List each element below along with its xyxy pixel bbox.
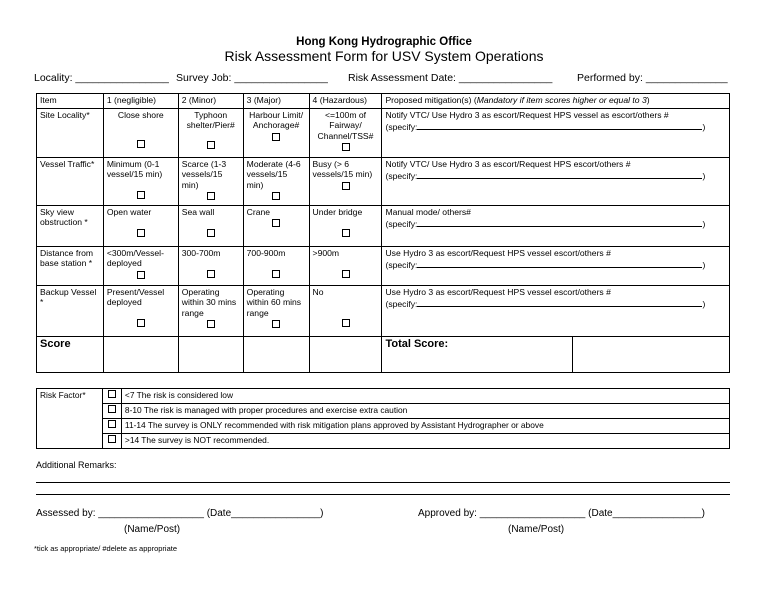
footnote: *tick as appropriate/ #delete as appropriate [34,544,178,553]
sky-view-option-3 [243,206,309,247]
survey-job-field[interactable]: Survey Job: ________________ [176,72,328,84]
checkbox-icon[interactable] [108,405,116,413]
vessel-traffic-option-2 [178,158,243,206]
site-locality-option-4 [309,109,382,158]
header-major: 3 (Major) [243,94,309,109]
option-text: <300m/Vessel-deployed [106,248,164,269]
checkbox-icon[interactable] [207,192,215,200]
option-text: Busy (> 6 vessels/15 min) [312,159,373,180]
option-text: Present/Vessel deployed [106,287,165,308]
risk-level-managed: 8-10 The risk is managed with proper procedures and exercise extra caution [121,404,729,419]
checkbox-icon[interactable] [137,271,145,279]
backup-vessel-option-3 [243,286,309,337]
score-label: Score [37,337,104,373]
table-header-row [37,94,730,109]
risk-assessment-table [36,93,730,373]
header-mitigation-close: ) [646,95,650,105]
assessed-name-post: (Name/Post) [124,524,181,535]
checkbox-icon[interactable] [137,229,145,237]
specify-label: (specify: [385,122,418,133]
vessel-traffic-mitigation[interactable] [382,158,730,206]
form-title: Risk Assessment Form for USV System Operations [224,48,544,64]
additional-remarks-label: Additional Remarks: [36,460,117,470]
risk-approval-checkbox-cell[interactable] [102,419,121,434]
checkbox-icon[interactable] [272,192,280,200]
locality-field[interactable]: Locality: ________________ [34,72,169,84]
score-cell-1[interactable] [103,337,178,373]
header-hazardous: 4 (Hazardous) [309,94,382,109]
header-mitigation [382,94,730,109]
checkbox-icon[interactable] [108,435,116,443]
risk-factor-table [36,388,730,449]
option-text: Sea wall [181,207,215,217]
row-item-label: Distance from base station * [37,247,104,286]
option-text: Moderate (4-6 vessels/15 min) [246,159,301,190]
table-row [37,286,730,337]
specify-label: (specify: [385,171,418,182]
checkbox-icon[interactable] [342,229,350,237]
option-text: 300-700m [181,248,221,258]
distance-option-3 [243,247,309,286]
option-text: Harbour Limit/ Anchorage# [249,110,304,131]
checkbox-icon[interactable] [272,270,280,278]
risk-row [37,389,730,404]
header-item: Item [37,94,104,109]
option-text: Typhoon shelter/Pier# [186,110,235,131]
risk-row [37,404,730,419]
vessel-traffic-option-3 [243,158,309,206]
option-text: 700-900m [246,248,286,258]
row-item-label: Site Locality* [37,109,104,158]
sky-view-mitigation[interactable] [382,206,730,247]
header-mitigation-note: Mandatory if item scores higher or equal to 3 [476,95,647,105]
specify-close: ) [702,122,706,133]
vessel-traffic-option-1 [103,158,178,206]
option-text: Close shore [117,110,164,120]
risk-row [37,434,730,449]
risk-level-approval: 11-14 The survey is ONLY recommended with risk mitigation plans approved by Assistant Hydrographer or above [121,419,729,434]
assessed-by-field[interactable]: Assessed by: ___________________ (Date________________) [36,508,324,519]
site-locality-mitigation[interactable] [382,109,730,158]
score-cell-2[interactable] [178,337,243,373]
score-cell-4[interactable] [309,337,382,373]
checkbox-icon[interactable] [207,229,215,237]
checkbox-icon[interactable] [137,319,145,327]
specify-close: ) [702,260,706,271]
checkbox-icon[interactable] [342,270,350,278]
table-row [37,109,730,158]
remarks-line-2[interactable] [36,494,730,495]
approved-name-post: (Name/Post) [508,524,565,535]
distance-option-4 [309,247,382,286]
option-text: Minimum (0-1 vessel/15 min) [106,159,163,180]
checkbox-icon[interactable] [272,320,280,328]
risk-level-low: <7 The risk is considered low [121,389,729,404]
score-row [37,337,730,373]
checkbox-icon[interactable] [108,390,116,398]
row-item-label: Sky view obstruction * [37,206,104,247]
sky-view-option-1 [103,206,178,247]
approved-by-field[interactable]: Approved by: ___________________ (Date________________) [418,508,705,519]
header-mitigation-label: Proposed mitigation(s) ( [385,95,477,105]
checkbox-icon[interactable] [207,320,215,328]
checkbox-icon[interactable] [108,420,116,428]
specify-line[interactable] [417,258,702,268]
vessel-traffic-option-4 [309,158,382,206]
site-locality-option-2 [178,109,243,158]
checkbox-icon[interactable] [207,141,215,149]
checkbox-icon[interactable] [342,319,350,327]
distance-mitigation[interactable] [382,247,730,286]
specify-close: ) [702,219,706,230]
checkbox-icon[interactable] [272,219,280,227]
distance-option-2 [178,247,243,286]
option-text: No [312,287,324,297]
score-cell-3[interactable] [243,337,309,373]
option-text: Crane [246,207,271,217]
checkbox-icon[interactable] [342,182,350,190]
specify-line[interactable] [417,120,702,130]
backup-vessel-mitigation[interactable] [382,286,730,337]
checkbox-icon[interactable] [272,133,280,141]
option-text: >900m [312,248,340,258]
mitigation-text: Notify VTC/ Use Hydro 3 as escort/Request HPS vessel as escort/others # [385,110,669,120]
site-locality-option-3 [243,109,309,158]
specify-close: ) [702,299,706,310]
specify-close: ) [702,171,706,182]
option-text: Operating within 30 mins range [181,287,237,318]
risk-not-recommended-checkbox-cell[interactable] [102,434,121,449]
specify-label: (specify: [385,299,418,310]
mitigation-text: Manual mode/ others# [385,207,471,217]
remarks-line-1[interactable] [36,482,730,483]
site-locality-option-1 [103,109,178,158]
header-minor: 2 (Minor) [178,94,243,109]
specify-line[interactable] [417,169,702,179]
specify-line[interactable] [417,297,702,307]
checkbox-icon[interactable] [137,140,145,148]
specify-line[interactable] [417,217,702,227]
row-item-label: Vessel Traffic* [37,158,104,206]
backup-vessel-option-1 [103,286,178,337]
total-score-cell[interactable] [573,337,730,373]
option-text: Operating within 60 mins range [246,287,302,318]
risk-row [37,419,730,434]
checkbox-icon[interactable] [342,143,350,151]
risk-low-checkbox-cell[interactable] [102,389,121,404]
option-text: Under bridge [312,207,363,217]
table-row [37,158,730,206]
specify-label: (specify: [385,219,418,230]
mitigation-text: Notify VTC/ Use Hydro 3 as escort/Request HPS escort/others # [385,159,631,169]
option-text: <=100m of Fairway/ Channel/TSS# [317,110,374,141]
mitigation-text: Use Hydro 3 as escort/Request HPS vessel escort/others # [385,287,611,297]
backup-vessel-option-2 [178,286,243,337]
risk-level-not-recommended: >14 The survey is NOT recommended. [121,434,729,449]
sky-view-option-2 [178,206,243,247]
risk-managed-checkbox-cell[interactable] [102,404,121,419]
sky-view-option-4 [309,206,382,247]
risk-assessment-date-field[interactable]: Risk Assessment Date: ________________ [348,72,553,84]
checkbox-icon[interactable] [137,191,145,199]
performed-by-field[interactable]: Performed by: ______________ [577,72,728,84]
header-negligible: 1 (negligible) [103,94,178,109]
option-text: Open water [106,207,152,217]
option-text: Scarce (1-3 vessels/15 min) [181,159,227,190]
mitigation-text: Use Hydro 3 as escort/Request HPS vessel escort/others # [385,248,611,258]
table-row [37,206,730,247]
row-item-label: Backup Vessel * [37,286,104,337]
distance-option-1 [103,247,178,286]
risk-factor-label: Risk Factor* [37,389,103,449]
specify-label: (specify: [385,260,418,271]
backup-vessel-option-4 [309,286,382,337]
checkbox-icon[interactable] [207,270,215,278]
total-score-label: Total Score: [382,337,573,373]
table-row [37,247,730,286]
office-title: Hong Kong Hydrographic Office [296,36,472,48]
